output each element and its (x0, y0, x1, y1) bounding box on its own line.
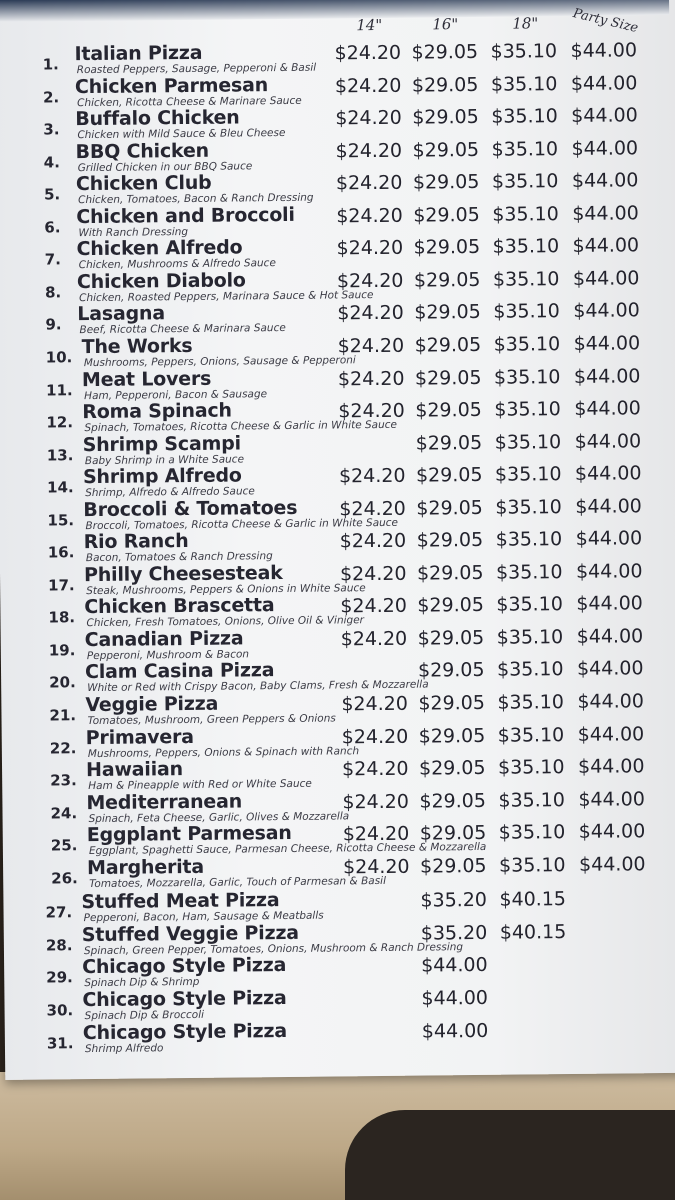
item-name: BBQ Chicken (75, 139, 210, 163)
item-price: $24.20 (335, 106, 402, 130)
item-description: With Ranch Dressing (78, 225, 189, 239)
item-name: Rio Ranch (83, 530, 189, 554)
size-header-18: 18" (512, 14, 539, 33)
item-price: $44.00 (421, 1019, 489, 1043)
item-price: $29.05 (415, 464, 483, 487)
item-price: $29.05 (415, 398, 482, 422)
item-price: $35.10 (495, 495, 562, 519)
item-price: $29.05 (413, 268, 481, 292)
item-number: 4. (43, 152, 60, 172)
menu-item (5, 1017, 675, 1058)
background-shadow (345, 1110, 675, 1200)
item-number: 10. (45, 348, 73, 367)
item-description: Spinach Dip & Shrimp (84, 976, 200, 990)
item-price: $29.05 (413, 203, 480, 227)
item-description: Shrimp Alfredo (84, 1041, 164, 1055)
item-name: Eggplant Parmesan (86, 822, 292, 847)
item-price: $29.05 (411, 73, 479, 97)
item-price: $24.20 (334, 74, 402, 97)
item-price: $29.05 (412, 138, 480, 162)
item-description: Chicken, Tomatoes, Bacon & Ranch Dressing (78, 191, 314, 207)
item-price: $44.00 (573, 299, 640, 323)
sheet-top-edge (0, 0, 669, 22)
item-name: Clam Casina Pizza (84, 659, 275, 684)
item-price: $44.00 (574, 397, 641, 420)
item-number: 15. (47, 510, 75, 530)
item-name: Mediterranean (86, 790, 243, 814)
item-name: Chicken Club (75, 171, 212, 196)
item-description: Spinach Dip & Broccoli (84, 1008, 205, 1023)
item-price: $24.20 (342, 790, 410, 814)
item-price: $29.05 (418, 691, 485, 715)
item-price: $29.05 (419, 789, 487, 813)
item-description: Pepperoni, Bacon, Ham, Sausage & Meatballs (83, 909, 324, 925)
item-price: $35.10 (490, 72, 558, 96)
item-price: $24.20 (342, 855, 410, 879)
item-price: $44.00 (576, 592, 643, 616)
item-price: $29.05 (414, 366, 482, 390)
item-name: Italian Pizza (74, 41, 203, 66)
item-price: $24.20 (341, 757, 409, 781)
item-name: Chicken Brascetta (84, 594, 275, 619)
item-description: Chicken with Mild Sauce & Bleu Cheese (77, 127, 286, 142)
item-price: $24.20 (339, 529, 407, 553)
item-price: $29.05 (416, 561, 484, 585)
item-price: $44.00 (576, 625, 644, 648)
item-price: $44.00 (571, 169, 639, 193)
item-price: $35.10 (493, 333, 561, 356)
item-number: 9. (45, 315, 62, 334)
item-description: Chicken, Roasted Peppers, Marinara Sauce & Hot Sauce (79, 288, 374, 304)
item-price: $44.00 (421, 986, 489, 1010)
item-price: $24.20 (340, 595, 407, 618)
item-number: 27. (45, 903, 73, 922)
item-price: $24.20 (341, 692, 408, 716)
item-price: $29.05 (415, 431, 483, 455)
item-price: $29.05 (417, 594, 484, 617)
item-description: Pepperoni, Mushroom & Bacon (86, 648, 250, 662)
item-number: 22. (49, 738, 77, 758)
item-price: $40.15 (499, 920, 567, 944)
item-price: $44.00 (574, 429, 642, 453)
size-header-14: 14" (356, 15, 383, 35)
item-name: Stuffed Veggie Pizza (81, 921, 299, 946)
item-number: 28. (45, 936, 73, 955)
item-price: $44.00 (576, 657, 644, 681)
size-header-16: 16" (432, 15, 459, 34)
item-price: $35.10 (494, 430, 562, 454)
item-description: Roasted Peppers, Sausage, Pepperoni & Basil (76, 61, 317, 77)
item-price: $29.05 (416, 496, 483, 520)
item-name: Broccoli & Tomatoes (83, 496, 298, 521)
item-price: $44.00 (575, 560, 643, 583)
item-price: $29.05 (418, 756, 486, 780)
item-price: $24.20 (337, 367, 405, 390)
item-description: Shrimp, Alfredo & Alfredo Sauce (85, 485, 255, 500)
item-price: $24.20 (340, 627, 408, 651)
item-price: $24.20 (334, 41, 402, 65)
item-number: 21. (49, 706, 77, 725)
item-number: 2. (42, 87, 60, 107)
item-price: $24.20 (338, 399, 405, 423)
item-description: Ham & Pineapple with Red or White Sauce (88, 777, 312, 793)
item-price: $35.20 (420, 889, 488, 912)
item-number: 17. (48, 575, 75, 595)
item-number: 20. (49, 673, 76, 692)
item-price: $44.00 (421, 954, 488, 977)
item-price: $29.05 (414, 333, 482, 357)
item-price: $44.00 (578, 787, 646, 811)
item-name: Shrimp Alfredo (82, 464, 242, 489)
item-price: $35.10 (493, 300, 560, 324)
item-price: $24.20 (339, 562, 407, 586)
item-price: $44.00 (571, 104, 638, 128)
item-description: Bacon, Tomatoes & Ranch Dressing (85, 550, 273, 565)
item-price: $35.10 (494, 398, 561, 421)
item-name: Chicken Alfredo (76, 236, 243, 261)
item-price: $35.10 (498, 821, 566, 844)
item-name: The Works (81, 334, 193, 359)
item-price: $29.05 (418, 724, 486, 748)
item-price: $44.00 (570, 39, 638, 62)
item-price: $29.05 (413, 236, 481, 259)
item-price: $35.10 (495, 528, 563, 552)
item-price: $24.20 (337, 334, 405, 358)
item-price: $35.10 (498, 853, 566, 877)
item-price: $29.05 (417, 626, 485, 650)
item-number: 13. (46, 445, 74, 465)
item-description: Broccoli, Tomatoes, Ricotta Cheese & Garlic in White Sauce (85, 516, 399, 532)
item-price: $44.00 (578, 820, 646, 844)
item-name: Roma Spinach (82, 399, 232, 424)
item-price: $35.10 (492, 267, 560, 291)
item-price: $24.20 (338, 464, 406, 488)
item-name: Margherita (86, 855, 205, 879)
item-price: $44.00 (573, 332, 641, 355)
item-description: Beef, Ricotta Cheese & Marinara Sauce (79, 322, 286, 337)
item-number: 31. (46, 1033, 74, 1053)
item-description: Spinach, Tomatoes, Ricotta Cheese & Garlic in White Sauce (84, 418, 398, 435)
item-price: $40.15 (499, 888, 567, 912)
item-price: $24.20 (336, 204, 403, 228)
item-number: 12. (46, 413, 74, 432)
item-price: $44.00 (571, 136, 639, 160)
item-price: $35.10 (491, 170, 559, 193)
item-price: $44.00 (575, 494, 642, 518)
item-price: $35.10 (494, 463, 562, 486)
item-name: Chicago Style Pizza (82, 986, 287, 1012)
item-description: Ham, Pepperoni, Bacon & Sausage (84, 387, 268, 402)
item-number: 7. (44, 250, 61, 269)
item-description: Mushrooms, Peppers, Onions, Sausage & Pepperoni (83, 354, 356, 370)
item-price: $24.20 (335, 139, 403, 163)
item-price: $44.00 (572, 267, 640, 290)
item-description: Chicken, Mushrooms & Alfredo Sauce (78, 257, 276, 272)
item-price: $44.00 (572, 234, 640, 258)
item-name: Hawaiian (85, 758, 184, 782)
item-number: 23. (50, 771, 77, 790)
item-number: 30. (46, 1001, 74, 1020)
item-price: $44.00 (578, 852, 646, 876)
item-price: $29.05 (412, 106, 479, 129)
item-price: $24.20 (335, 171, 403, 195)
item-name: Veggie Pizza (85, 692, 219, 717)
item-price: $35.10 (495, 560, 563, 584)
item-price: $44.00 (574, 462, 642, 486)
item-description: Tomatoes, Mozzarella, Garlic, Touch of Parmesan & Basil (89, 874, 387, 890)
item-name: Chicken and Broccoli (76, 203, 295, 228)
item-description: Spinach, Feta Cheese, Garlic, Olives & Mozzarella (88, 809, 350, 825)
item-price: $24.20 (341, 725, 409, 748)
item-number: 19. (48, 641, 76, 660)
item-price: $35.10 (496, 625, 564, 649)
item-price: $35.10 (491, 137, 559, 161)
item-number: 26. (51, 868, 78, 888)
item-number: 25. (50, 836, 78, 855)
item-name: Chicago Style Pizza (82, 954, 287, 979)
item-price: $35.10 (497, 691, 564, 714)
item-name: Buffalo Chicken (75, 106, 240, 131)
item-number: 24. (50, 803, 78, 823)
item-description: Chicken, Fresh Tomatoes, Onions, Olive Oil & Viniger (86, 614, 365, 630)
item-price: $35.10 (492, 235, 560, 259)
item-number: 16. (47, 543, 75, 562)
item-price: $35.10 (492, 202, 559, 226)
item-number: 3. (43, 120, 60, 139)
item-price: $35.20 (420, 921, 488, 945)
item-description: Spinach, Green Pepper, Tomatoes, Onions, Mushroom & Ranch Dressing (83, 940, 464, 957)
item-number: 11. (45, 380, 73, 399)
item-description: Grilled Chicken in our BBQ Sauce (77, 159, 253, 174)
item-price: $29.05 (419, 822, 487, 845)
item-price: $29.05 (419, 854, 487, 878)
item-price: $44.00 (577, 755, 645, 779)
item-number: 18. (48, 608, 76, 627)
item-name: Primavera (85, 725, 194, 749)
item-price: $29.05 (412, 171, 480, 194)
item-price: $24.20 (342, 822, 410, 846)
item-number: 1. (42, 55, 59, 74)
item-price: $24.20 (336, 237, 404, 260)
item-name: Philly Cheesesteak (83, 561, 283, 586)
item-name: Chicago Style Pizza (82, 1019, 288, 1044)
item-price: $29.05 (414, 301, 481, 325)
item-number: 29. (46, 968, 73, 987)
item-price: $24.20 (336, 269, 404, 293)
item-price: $35.10 (493, 365, 561, 389)
item-description: Mushrooms, Peppers, Onions & Spinach with Ranch (87, 744, 360, 760)
item-price: $35.10 (498, 788, 566, 812)
item-description: White or Red with Crispy Bacon, Baby Clams, Fresh & Mozzarella (87, 678, 429, 695)
item-price: $35.10 (490, 40, 558, 63)
item-price: $35.10 (497, 756, 565, 779)
item-number: 14. (47, 478, 74, 497)
item-price: $35.10 (491, 105, 558, 128)
item-price: $24.20 (337, 302, 404, 325)
item-price: $44.00 (577, 722, 645, 746)
item-number: 6. (44, 218, 61, 237)
item-description: Chicken, Ricotta Cheese & Marinare Sauce (77, 94, 302, 109)
item-name: Stuffed Meat Pizza (81, 889, 280, 914)
item-price: $44.00 (572, 202, 639, 225)
item-number: 8. (44, 283, 62, 302)
item-description: Tomatoes, Mushroom, Green Peppers & Onions (87, 712, 336, 728)
item-price: $29.05 (416, 529, 484, 552)
item-price: $35.10 (496, 593, 563, 617)
item-price: $44.00 (577, 690, 644, 713)
item-description: Steak, Mushrooms, Peppers & Onions in White Sauce (86, 581, 366, 597)
item-name: Meat Lovers (81, 367, 212, 391)
item-price: $44.00 (570, 71, 638, 95)
item-description: Baby Shrimp in a White Sauce (84, 453, 245, 467)
item-price: $44.00 (573, 364, 641, 388)
item-price: $29.05 (417, 659, 485, 683)
item-number: 5. (43, 185, 61, 204)
item-name: Lasagna (77, 302, 166, 326)
item-price: $24.20 (339, 497, 406, 521)
item-name: Shrimp Scampi (82, 432, 241, 456)
item-name: Canadian Pizza (84, 627, 244, 651)
item-price: $29.05 (411, 40, 479, 64)
item-description: Eggplant, Spaghetti Sauce, Parmesan Cheese, Ricotta Cheese & Mozzarella (88, 841, 487, 858)
item-name: Chicken Parmesan (74, 73, 269, 98)
item-price: $35.10 (496, 658, 564, 682)
size-header-party: Party Size (571, 6, 640, 37)
item-price: $44.00 (575, 527, 643, 551)
item-price: $35.10 (497, 723, 565, 747)
item-name: Chicken Diabolo (76, 269, 246, 293)
